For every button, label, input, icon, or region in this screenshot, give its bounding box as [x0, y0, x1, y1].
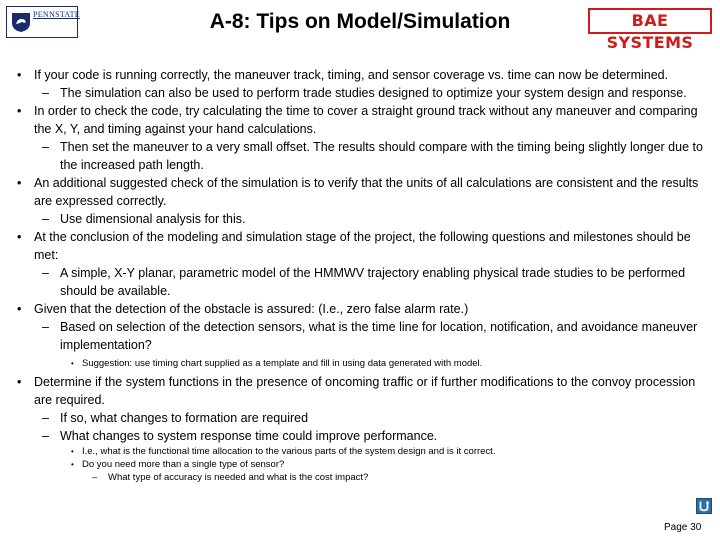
- bullet-text: A simple, X-Y planar, parametric model of the HMMWV trajectory enabling physical trade studies to be performed should be available.: [60, 266, 686, 298]
- bae-systems-logo: BAE SYSTEMS: [588, 8, 712, 34]
- bullet-item: [14, 66, 714, 84]
- bullet-dash-icon: –: [92, 472, 98, 483]
- bullet-item: [14, 264, 714, 300]
- bullet-text: What changes to system response time could improve performance.: [60, 429, 438, 443]
- bullet-text: Do you need more than a single type of sensor?: [82, 459, 285, 470]
- u-turn-arrow-icon: [697, 499, 711, 513]
- page-number: Page 30: [664, 522, 702, 533]
- bullet-text: An additional suggested check of the simulation is to verify that the units of all calculations are consistent and the results are expressed correctly.: [34, 176, 699, 208]
- bullet-text: Use dimensional analysis for this.: [60, 212, 246, 226]
- bullet-dot-icon: •: [71, 447, 74, 456]
- slide-title: A-8: Tips on Model/Simulation: [209, 10, 511, 33]
- navigation-icon[interactable]: [696, 498, 712, 514]
- bullet-text: If so, what changes to formation are required: [60, 411, 309, 425]
- bullet-dash-icon: –: [42, 266, 49, 280]
- bullet-dot-icon: •: [17, 176, 22, 190]
- bullet-item: [14, 318, 714, 354]
- bullet-item: [14, 174, 714, 210]
- bullet-dot-icon: •: [17, 302, 22, 316]
- pennstate-wordmark: PENNSTATE: [33, 10, 80, 19]
- bullet-text: At the conclusion of the modeling and simulation stage of the project, the following questions and milestones should be met:: [34, 230, 691, 262]
- bullet-dot-icon: •: [17, 104, 22, 118]
- bullet-dash-icon: –: [42, 212, 49, 226]
- bullet-item: [14, 102, 714, 138]
- bullet-item: [14, 84, 714, 102]
- bullet-text: Then set the maneuver to a very small offset. The results should compare with the timing being slightly longer due to the increased path length.: [60, 140, 703, 172]
- bullet-item: [14, 458, 714, 471]
- bullet-item: [14, 210, 714, 228]
- bullet-dot-icon: •: [71, 359, 74, 368]
- bullet-text: In order to check the code, try calculating the time to cover a straight ground track without any maneuver and comparing the X, Y, and timing against your hand calculations.: [34, 104, 698, 136]
- bullet-item: [14, 471, 714, 484]
- bullet-item: [14, 373, 714, 409]
- bullet-dash-icon: –: [42, 429, 49, 443]
- bullet-list: [14, 66, 714, 484]
- bullet-dot-icon: •: [17, 375, 22, 389]
- bullet-item: [14, 427, 714, 445]
- bullet-dot-icon: •: [17, 230, 22, 244]
- bullet-dash-icon: –: [42, 411, 49, 425]
- bullet-dot-icon: •: [17, 68, 22, 82]
- bullet-dot-icon: •: [71, 460, 74, 469]
- bullet-text: Given that the detection of the obstacle is assured: (I.e., zero false alarm rate.): [34, 302, 469, 316]
- bullet-item: [14, 357, 714, 370]
- bullet-text: The simulation can also be used to perform trade studies designed to optimize your system design and response.: [60, 86, 687, 100]
- bullet-text: If your code is running correctly, the maneuver track, timing, and sensor coverage vs. time can now be determined.: [34, 68, 669, 82]
- bullet-text: Based on selection of the detection sensors, what is the time line for location, notification, and avoidance maneuver implementation?: [60, 320, 698, 352]
- bullet-item: [14, 228, 714, 264]
- bullet-item: [14, 445, 714, 458]
- bullet-item: [14, 300, 714, 318]
- bullet-text: What type of accuracy is needed and what is the cost impact?: [108, 472, 369, 483]
- bullet-dash-icon: –: [42, 86, 49, 100]
- bullet-item: [14, 138, 714, 174]
- bullet-text: Determine if the system functions in the presence of oncoming traffic or if further modifications to the convoy procession are required.: [34, 375, 696, 407]
- bullet-text: I.e., what is the functional time allocation to the various parts of the system design and is it correct.: [82, 446, 496, 457]
- bullet-dash-icon: –: [42, 140, 49, 154]
- bullet-text: Suggestion: use timing chart supplied as a template and fill in using data generated with model.: [82, 358, 483, 369]
- bullet-dash-icon: –: [42, 320, 49, 334]
- bullet-item: [14, 409, 714, 427]
